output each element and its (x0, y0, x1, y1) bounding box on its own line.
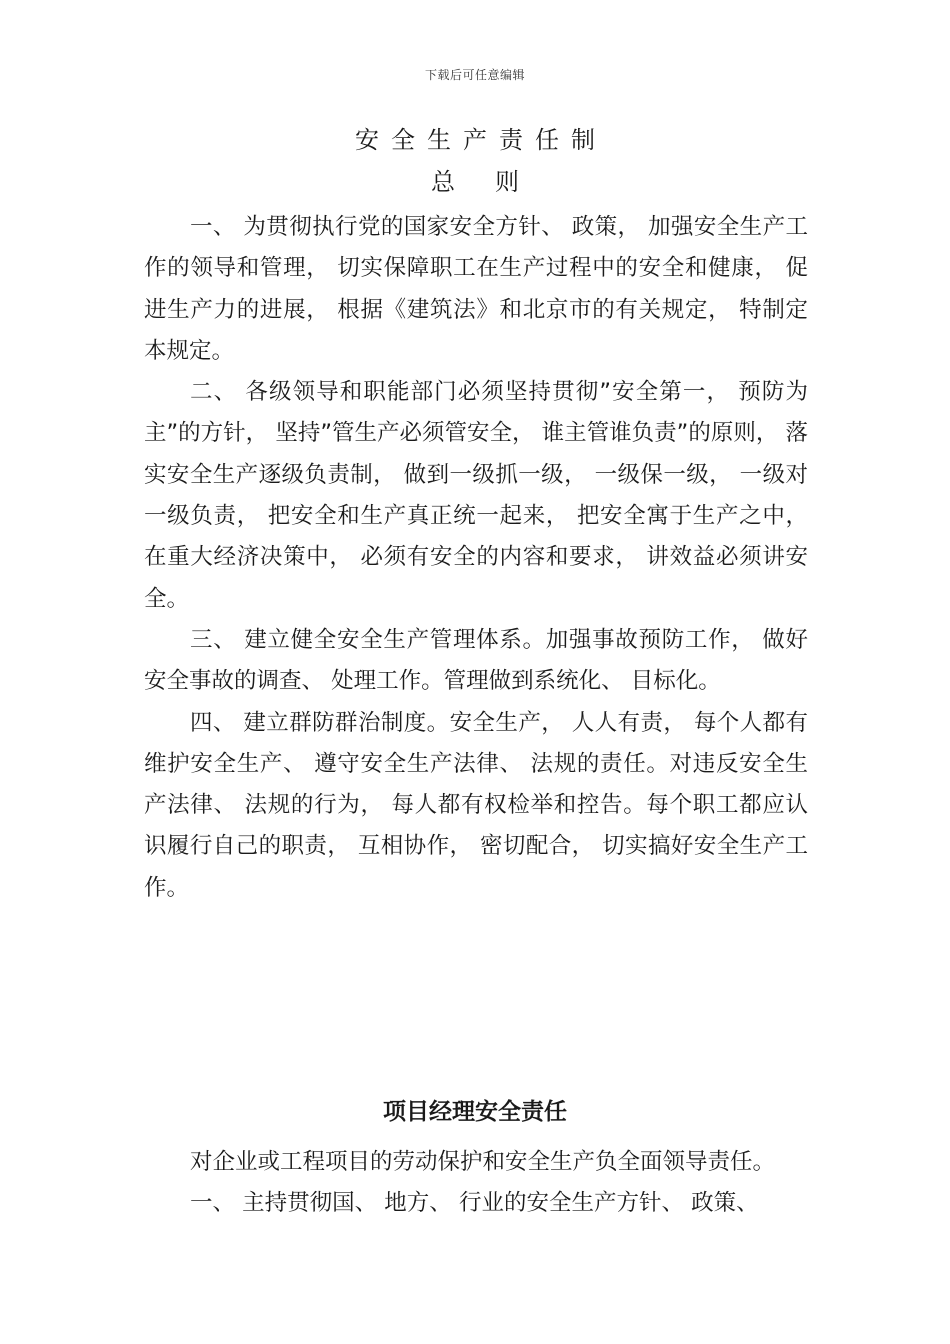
paragraph-2: 二、 各级领导和职能部门必须坚持贯彻”安全第一， 预防为主”的方针， 坚持”管生产必须管安全， 谁主管谁负责”的原则， 落实安全生产逐级负责制， 做到一级抓一级， 一级保一级， 一级对一级负责， 把安全和生产真正统一起来， 把安全寓于生产之中， 在重大经济决策中， 必须有安全的内容和要求， 讲效益必须讲安全。 (144, 379, 808, 612)
paragraph-1: 一、 为贯彻执行党的国家安全方针、 政策， 加强安全生产工作的领导和管理， 切实保障职工在生产过程中的安全和健康， 促进生产力的进展， 根据《建筑法》和北京市的有关规定， 特制定本规定。 (144, 214, 808, 364)
document-title: 安全生产责任制 (355, 126, 607, 154)
section-line-1: 对企业或工程项目的劳动保护和安全生产负全面领导责任。 (190, 1149, 776, 1175)
general-provisions-body (144, 207, 808, 909)
paragraph-4: 四、 建立群防群治制度。安全生产， 人人有责， 每个人都有维护安全生产、 遵守安全生产法律、 法规的责任。对违反安全生产法律、 法规的行为， 每人都有权检举和控告。每个职工都应认识履行自己的职责， 互相协作， 密切配合， 切实搞好安全生产工作。 (144, 709, 808, 901)
paragraph-3: 三、 建立健全安全生产管理体系。加强事故预防工作， 做好安全事故的调查、 处理工作。管理做到系统化、 目标化。 (144, 626, 808, 695)
section-line-2: 一、 主持贯彻国、 地方、 行业的安全生产方针、 政策、 (190, 1190, 759, 1217)
section-body (190, 1142, 810, 1225)
header-note: 下载后可任意编辑 (424, 68, 525, 82)
document-subtitle: 总则 (431, 168, 559, 196)
section-title: 项目经理安全责任 (383, 1099, 567, 1125)
